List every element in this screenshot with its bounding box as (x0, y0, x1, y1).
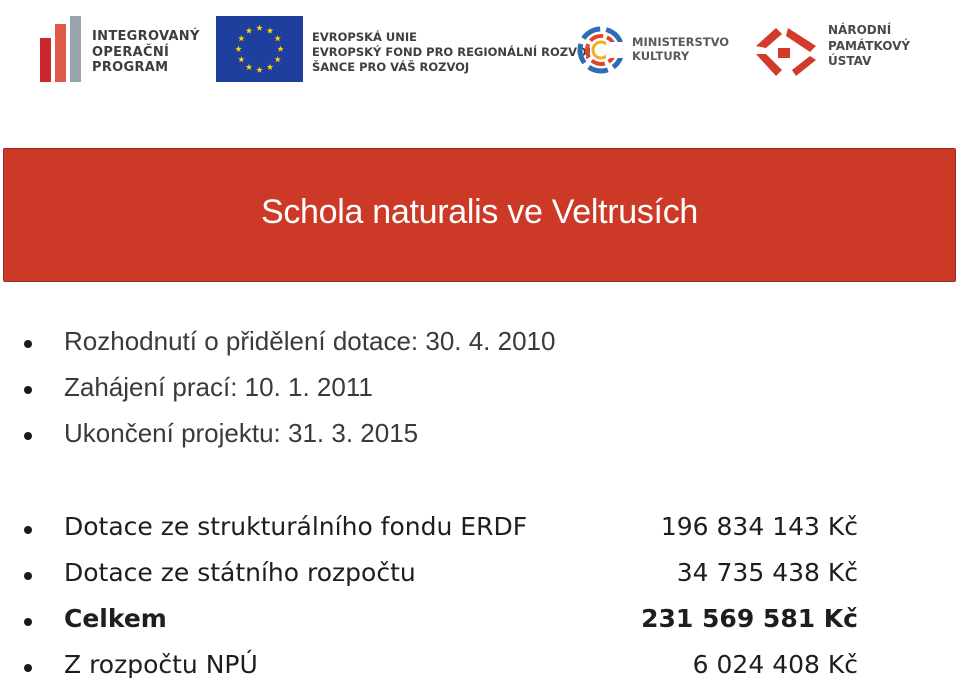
logo-evropska-unie (216, 16, 591, 82)
logo-narodni-pamatkovy-ustav (752, 18, 922, 84)
ministerstvo-kultury-emblem-icon (576, 22, 626, 78)
bullet-icon (24, 340, 32, 348)
title-banner (3, 148, 956, 282)
npu-emblem-icon (752, 24, 820, 80)
npu-line-1: NÁRODNÍ (828, 23, 892, 37)
bullet-icon (24, 386, 32, 394)
date-label: Ukončení projektu: 31. 3. 2015 (64, 418, 419, 448)
date-label: Rozhodnutí o přidělení dotace: 30. 4. 2010 (64, 326, 556, 356)
mk-logo-text (632, 36, 729, 64)
funding-item-erdf (0, 512, 960, 558)
funding-item-total (0, 604, 960, 650)
funding-list (0, 512, 960, 696)
npu-line-2: PAMÁTKOVÝ (828, 38, 911, 53)
funding-value: 231 569 581 Kč (641, 604, 858, 633)
eu-logo-text (312, 31, 591, 76)
iop-line-2: OPERAČNÍ (92, 44, 170, 60)
funding-label: Dotace ze státního rozpočtu (64, 558, 416, 587)
eu-flag-icon (216, 16, 303, 82)
eu-line-1: EVROPSKÁ UNIE (312, 30, 418, 44)
bullet-icon (24, 432, 32, 440)
funding-value: 196 834 143 Kč (660, 512, 858, 541)
funding-label: Celkem (64, 604, 167, 633)
funding-label: Z rozpočtu NPÚ (64, 650, 258, 679)
funding-value: 34 735 438 Kč (676, 558, 858, 587)
logo-integrovany-operacni-program (38, 16, 198, 82)
funding-item-npu (0, 650, 960, 696)
iop-bars-icon (38, 16, 84, 82)
funding-item-state (0, 558, 960, 604)
funding-value: 6 024 408 Kč (692, 650, 858, 679)
iop-line-3: PROGRAM (92, 60, 169, 76)
npu-logo-text (828, 24, 910, 71)
page-title: Schola naturalis ve Veltrusích (260, 193, 699, 231)
logo-ministerstvo-kultury (576, 22, 730, 80)
funding-label: Dotace ze strukturálního fondu ERDF (64, 512, 528, 541)
eu-line-2: EVROPSKÝ FOND PRO REGIONÁLNÍ ROZVOJ (312, 45, 591, 60)
mk-line-2: KULTURY (632, 49, 690, 64)
iop-logo-text (92, 30, 200, 77)
mk-line-1: MINISTERSTVO (632, 35, 730, 49)
date-label: Zahájení prací: 10. 1. 2011 (64, 372, 373, 402)
iop-line-1: INTEGROVANÝ (92, 29, 200, 44)
eu-line-3: ŠANCE PRO VÁŠ ROZVOJ (312, 60, 470, 75)
npu-line-3: ÚSTAV (828, 54, 872, 69)
